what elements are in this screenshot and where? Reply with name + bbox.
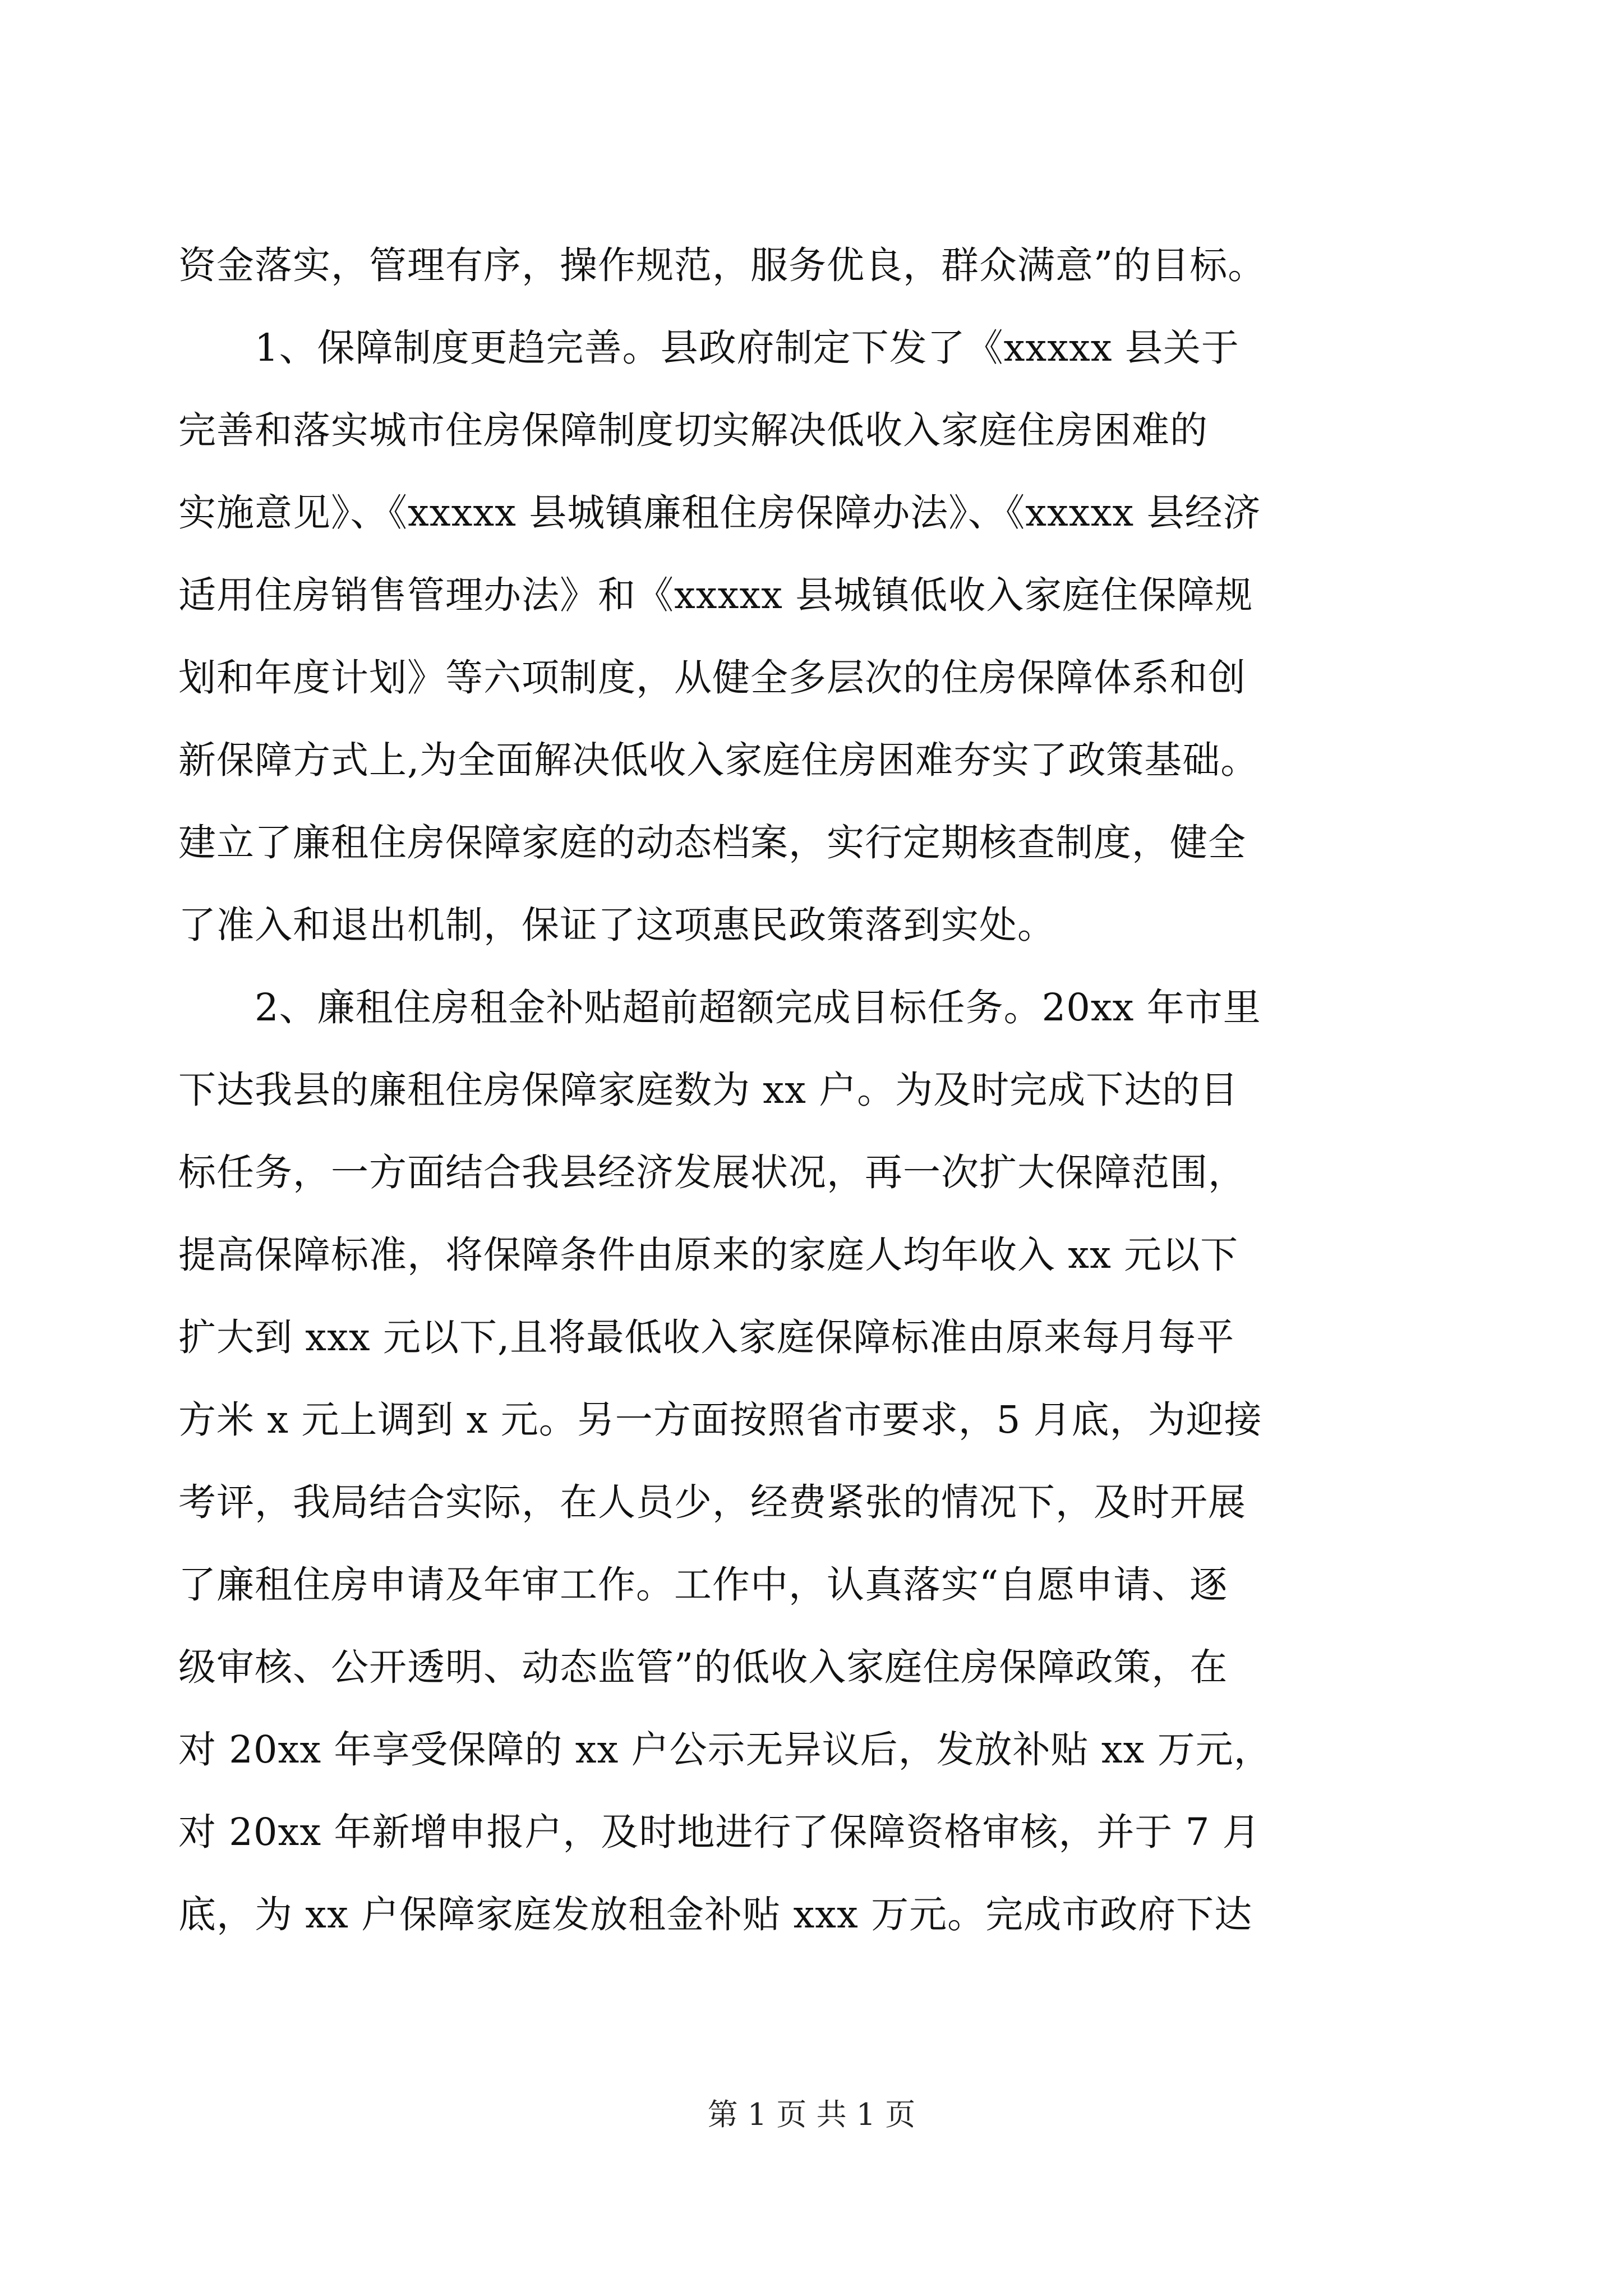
- text-line: 建立了廉租住房保障家庭的动态档案，实行定期核查制度，健全: [178, 821, 1246, 864]
- text-line: 标任务，一方面结合我县经济发展状况，再一次扩大保障范围，: [178, 1151, 1246, 1194]
- text-line: 对 20xx 年新增申报户，及时地进行了保障资格审核，并于 7 月: [178, 1810, 1261, 1854]
- page-footer: 第 1 页 共 1 页: [707, 2097, 916, 2132]
- text-line: 适用住房销售管理办法》和《xxxxx 县城镇低收入家庭住保障规: [178, 573, 1253, 617]
- text-line: 了廉租住房申请及年审工作。工作中，认真落实“自愿申请、逐: [178, 1563, 1228, 1607]
- text-line: 考评，我局结合实际，在人员少，经费紧张的情况下，及时开展: [178, 1480, 1246, 1524]
- text-line: 底，为 xx 户保障家庭发放租金补贴 xxx 万元。完成市政府下达: [178, 1893, 1253, 1936]
- text-line: 提高保障标准，将保障条件由原来的家庭人均年收入 xx 元以下: [178, 1233, 1239, 1277]
- text-line: 下达我县的廉租住房保障家庭数为 xx 户。为及时完成下达的目: [178, 1068, 1239, 1112]
- text-line: 方米 x 元上调到 x 元。另一方面按照省市要求，5 月底，为迎接: [178, 1398, 1262, 1442]
- text-line: 完善和落实城市住房保障制度切实解决低收入家庭住房困难的: [178, 408, 1208, 452]
- text-line: 新保障方式上,为全面解决低收入家庭住房困难夯实了政策基础。: [178, 738, 1259, 782]
- text-line: 扩大到 xxx 元以下,且将最低收入家庭保障标准由原来每月每平: [178, 1315, 1235, 1359]
- text-line: 对 20xx 年享受保障的 xx 户公示无异议后，发放补贴 xx 万元，: [178, 1728, 1272, 1772]
- text-line: 实施意见》、《xxxxx 县城镇廉租住房保障办法》、《xxxxx 县经济: [178, 491, 1261, 535]
- text-line: 1、保障制度更趋完善。县政府制定下发了《xxxxx 县关于: [178, 326, 1239, 370]
- text-line: 资金落实，管理有序，操作规范，服务优良，群众满意”的目标。: [178, 243, 1266, 287]
- text-line: 2、廉租住房租金补贴超前超额完成目标任务。20xx 年市里: [178, 986, 1261, 1029]
- text-line: 划和年度计划》等六项制度，从健全多层次的住房保障体系和创: [178, 656, 1246, 700]
- body-text: [178, 224, 1446, 1956]
- text-line: 了准入和退出机制，保证了这项惠民政策落到实处。: [178, 903, 1055, 947]
- text-line: 级审核、公开透明、动态监管”的低收入家庭住房保障政策，在: [178, 1645, 1228, 1689]
